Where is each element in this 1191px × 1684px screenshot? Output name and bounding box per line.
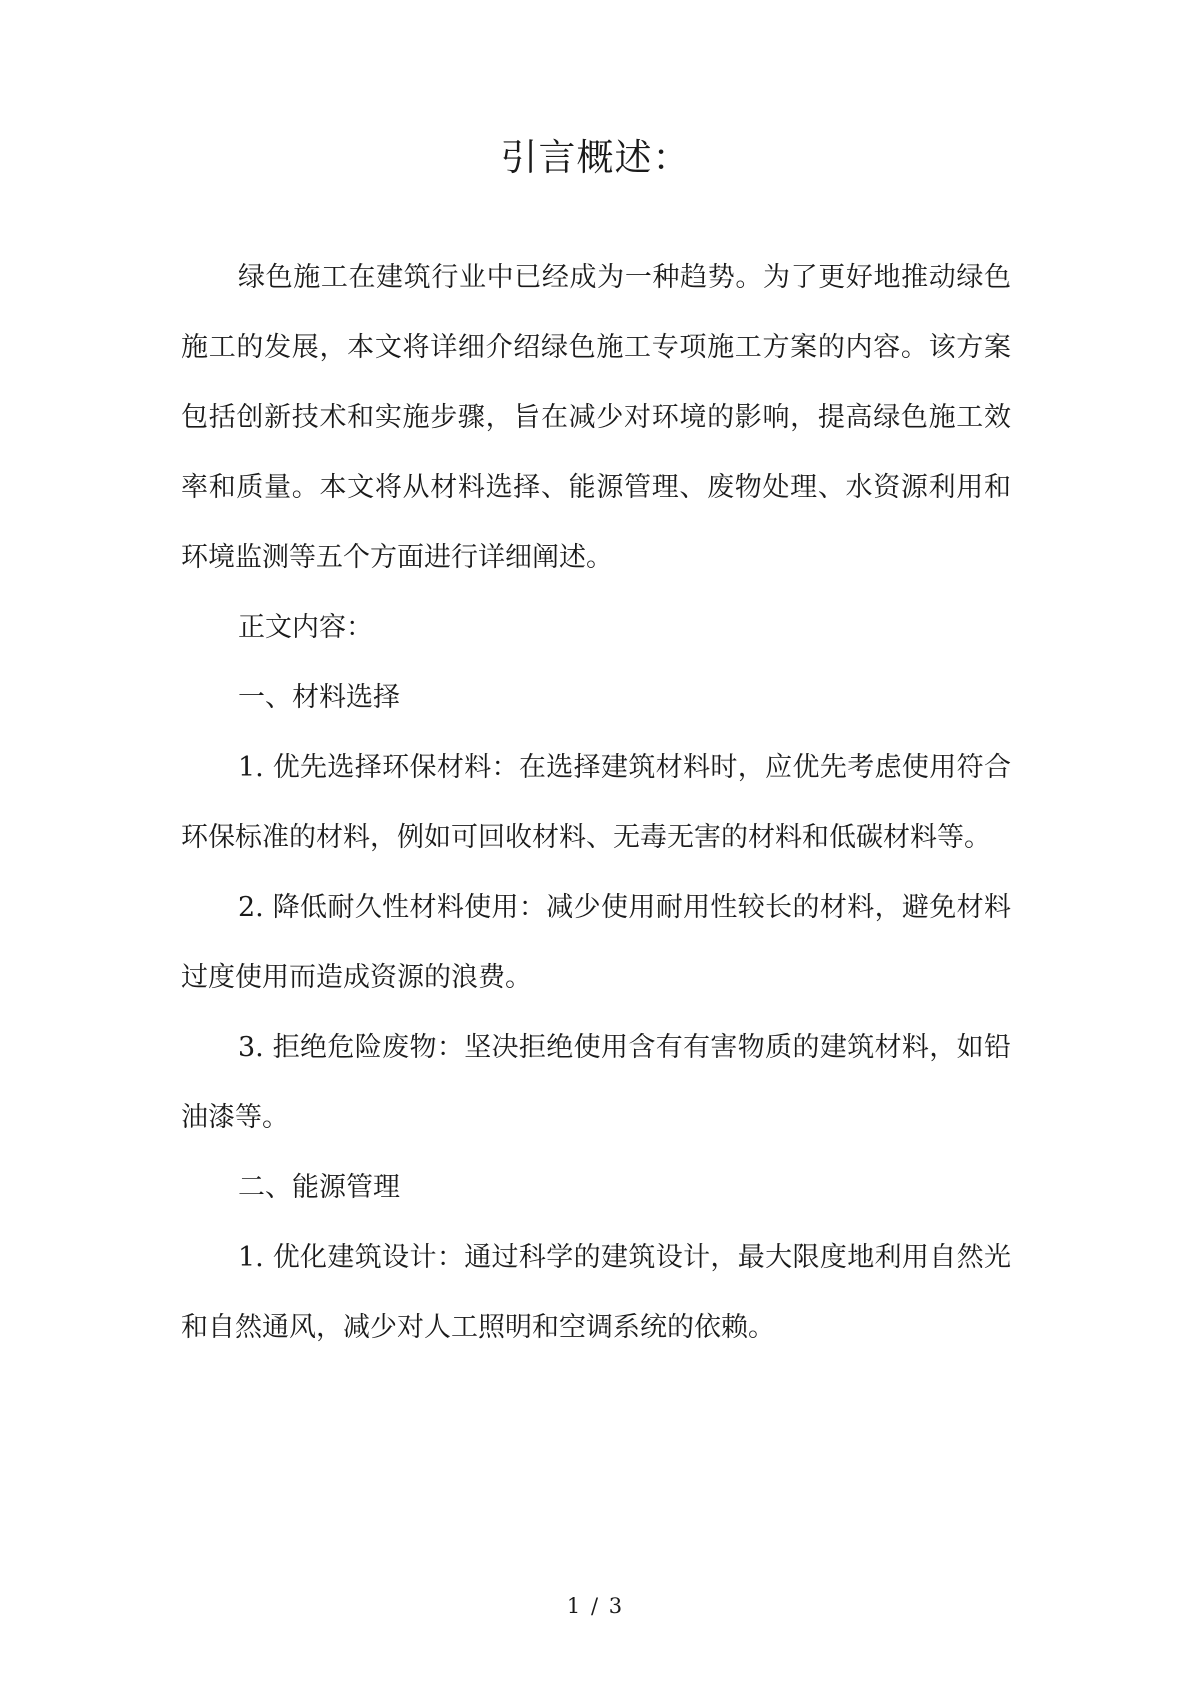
- materials-item-1: 1. 优先选择环保材料：在选择建筑材料时，应优先考虑使用符合环保标准的材料，例如可回收材料、无毒无害的材料和低碳材料等。: [181, 752, 1011, 853]
- page-number: 1 / 3: [566, 1594, 625, 1618]
- page-title: 引言概述：: [500, 136, 691, 179]
- materials-item-2: 2. 降低耐久性材料使用：减少使用耐用性较长的材料，避免材料过度使用而造成资源的浪费。: [181, 892, 1011, 993]
- document-body: [181, 243, 1011, 1363]
- body-heading: 正文内容：: [238, 612, 373, 643]
- section-heading-energy: 二、能源管理: [238, 1172, 400, 1203]
- section-heading-materials: 一、材料选择: [238, 682, 400, 713]
- intro-paragraph: 绿色施工在建筑行业中已经成为一种趋势。为了更好地推动绿色施工的发展，本文将详细介绍绿色施工专项施工方案的内容。该方案包括创新技术和实施步骤，旨在减少对环境的影响，提高绿色施工效率和质量。本文将从材料选择、能源管理、废物处理、水资源利用和环境监测等五个方面进行详细阐述。: [181, 262, 1011, 573]
- materials-item-3: 3. 拒绝危险废物：坚决拒绝使用含有有害物质的建筑材料，如铅油漆等。: [181, 1032, 1011, 1133]
- energy-item-1: 1. 优化建筑设计：通过科学的建筑设计，最大限度地利用自然光和自然通风，减少对人工照明和空调系统的依赖。: [181, 1242, 1011, 1343]
